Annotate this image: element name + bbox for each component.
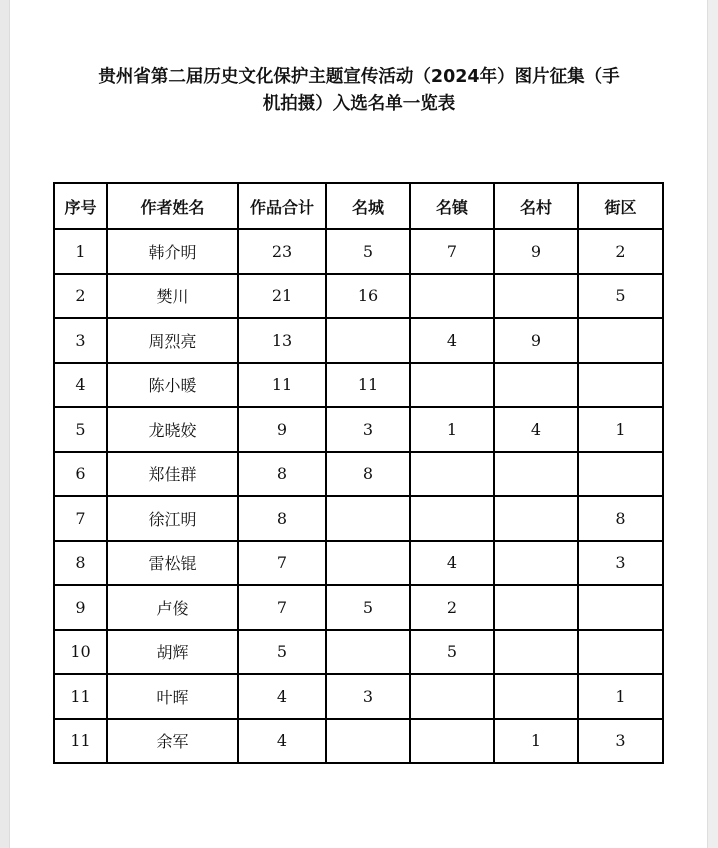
cell-total-works: 8: [238, 496, 326, 541]
cell-block: [578, 585, 663, 630]
cell-block: [578, 363, 663, 408]
cell-total-works: 23: [238, 229, 326, 274]
cell-author-name: 胡辉: [107, 630, 238, 675]
cell-total-works: 7: [238, 541, 326, 586]
cell-block: 1: [578, 407, 663, 452]
cell-block: 1: [578, 674, 663, 719]
page-edge-right: [707, 0, 718, 848]
cell-index: 3: [54, 318, 107, 363]
cell-block: 5: [578, 274, 663, 319]
cell-index: 6: [54, 452, 107, 497]
table-row: [54, 452, 663, 497]
cell-famous-village: [494, 452, 578, 497]
cell-famous-town: [410, 363, 494, 408]
cell-index: 9: [54, 585, 107, 630]
table-row: [54, 318, 663, 363]
cell-block: 2: [578, 229, 663, 274]
cell-total-works: 9: [238, 407, 326, 452]
cell-famous-city: 11: [326, 363, 410, 408]
table-row: [54, 674, 663, 719]
cell-famous-town: 5: [410, 630, 494, 675]
header-famous-village: 名村: [494, 183, 578, 229]
cell-total-works: 4: [238, 674, 326, 719]
cell-famous-village: [494, 585, 578, 630]
cell-famous-city: [326, 719, 410, 764]
cell-famous-city: [326, 630, 410, 675]
cell-famous-village: 4: [494, 407, 578, 452]
cell-famous-city: 5: [326, 585, 410, 630]
cell-famous-town: [410, 496, 494, 541]
table-row: [54, 363, 663, 408]
cell-famous-city: [326, 496, 410, 541]
cell-index: 7: [54, 496, 107, 541]
cell-index: 1: [54, 229, 107, 274]
cell-famous-village: [494, 274, 578, 319]
cell-author-name: 陈小暖: [107, 363, 238, 408]
cell-author-name: 卢俊: [107, 585, 238, 630]
header-famous-city: 名城: [326, 183, 410, 229]
cell-total-works: 5: [238, 630, 326, 675]
cell-total-works: 11: [238, 363, 326, 408]
cell-author-name: 周烈亮: [107, 318, 238, 363]
document-title: [40, 64, 678, 118]
cell-author-name: 郑佳群: [107, 452, 238, 497]
table-row: [54, 274, 663, 319]
header-index: 序号: [54, 183, 107, 229]
cell-author-name: 韩介明: [107, 229, 238, 274]
cell-total-works: 4: [238, 719, 326, 764]
cell-author-name: 樊川: [107, 274, 238, 319]
cell-famous-town: 4: [410, 318, 494, 363]
table-header-row: [54, 183, 663, 229]
cell-total-works: 8: [238, 452, 326, 497]
page-edge-left: [0, 0, 10, 848]
cell-famous-village: [494, 630, 578, 675]
table-row: [54, 407, 663, 452]
table-row: [54, 719, 663, 764]
cell-index: 5: [54, 407, 107, 452]
cell-famous-village: [494, 363, 578, 408]
cell-author-name: 徐江明: [107, 496, 238, 541]
cell-famous-village: 9: [494, 229, 578, 274]
cell-block: 8: [578, 496, 663, 541]
table-row: [54, 496, 663, 541]
document-title-line-2: 机拍摄）入选名单一览表: [262, 94, 456, 114]
header-total-works: 作品合计: [238, 183, 326, 229]
cell-total-works: 13: [238, 318, 326, 363]
cell-famous-village: 9: [494, 318, 578, 363]
cell-famous-town: 4: [410, 541, 494, 586]
table-row: [54, 229, 663, 274]
cell-index: 4: [54, 363, 107, 408]
cell-famous-town: [410, 452, 494, 497]
cell-famous-city: 5: [326, 229, 410, 274]
cell-famous-town: 7: [410, 229, 494, 274]
cell-famous-city: 3: [326, 674, 410, 719]
cell-famous-village: [494, 496, 578, 541]
cell-total-works: 21: [238, 274, 326, 319]
header-author-name: 作者姓名: [107, 183, 238, 229]
cell-index: 2: [54, 274, 107, 319]
cell-famous-city: [326, 318, 410, 363]
cell-index: 8: [54, 541, 107, 586]
cell-famous-village: 1: [494, 719, 578, 764]
cell-famous-city: 3: [326, 407, 410, 452]
cell-famous-town: 1: [410, 407, 494, 452]
header-famous-town: 名镇: [410, 183, 494, 229]
table-body: [54, 229, 663, 763]
document-title-line-1: 贵州省第二届历史文化保护主题宣传活动（2024年）图片征集（手: [98, 67, 620, 87]
cell-block: [578, 318, 663, 363]
cell-famous-town: [410, 719, 494, 764]
winners-table: [53, 182, 664, 764]
cell-famous-town: 2: [410, 585, 494, 630]
cell-author-name: 雷松锟: [107, 541, 238, 586]
cell-block: [578, 630, 663, 675]
cell-famous-city: 16: [326, 274, 410, 319]
header-block: 街区: [578, 183, 663, 229]
cell-famous-village: [494, 541, 578, 586]
cell-total-works: 7: [238, 585, 326, 630]
cell-block: [578, 452, 663, 497]
cell-famous-city: [326, 541, 410, 586]
table-row: [54, 541, 663, 586]
cell-author-name: 叶晖: [107, 674, 238, 719]
cell-block: 3: [578, 719, 663, 764]
cell-author-name: 余军: [107, 719, 238, 764]
table-row: [54, 630, 663, 675]
cell-index: 11: [54, 719, 107, 764]
cell-index: 11: [54, 674, 107, 719]
cell-famous-town: [410, 674, 494, 719]
table-row: [54, 585, 663, 630]
cell-famous-village: [494, 674, 578, 719]
cell-famous-town: [410, 274, 494, 319]
cell-author-name: 龙晓姣: [107, 407, 238, 452]
cell-index: 10: [54, 630, 107, 675]
cell-block: 3: [578, 541, 663, 586]
cell-famous-city: 8: [326, 452, 410, 497]
